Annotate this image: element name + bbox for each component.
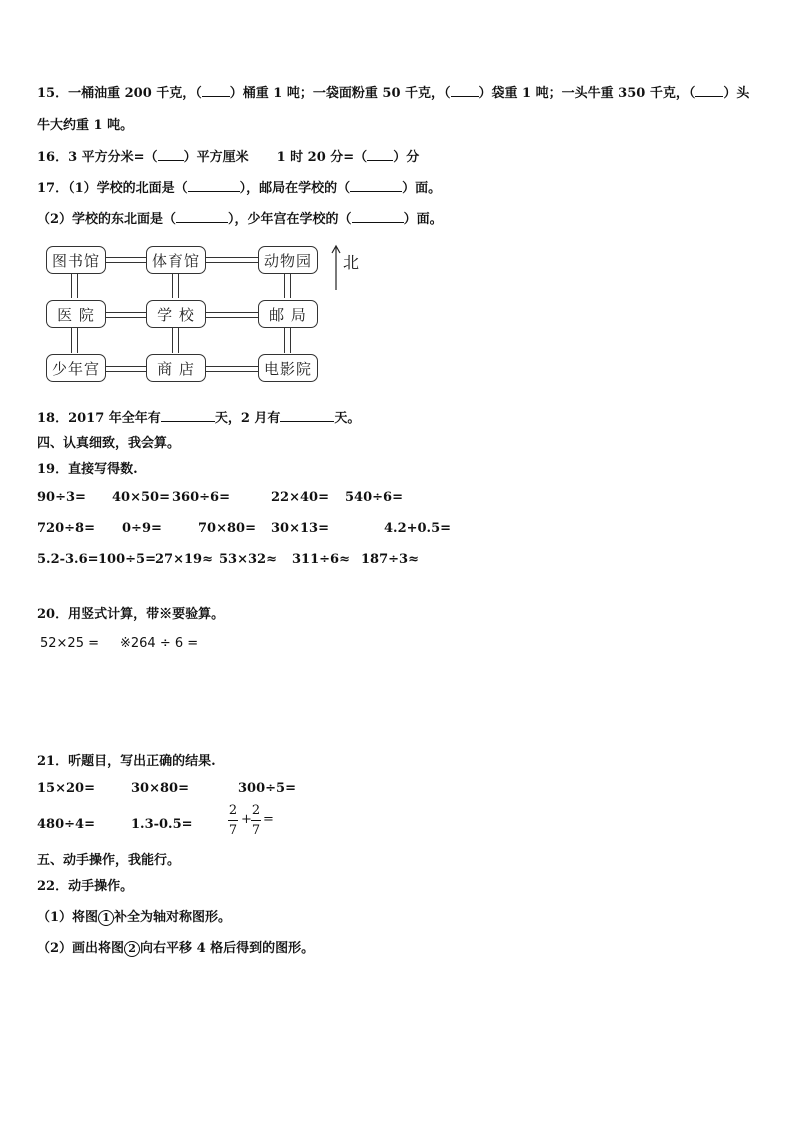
map-post-office: 邮 局	[258, 300, 318, 328]
q18-blank-2[interactable]	[280, 410, 334, 422]
calc-item: 100÷5=	[98, 552, 156, 567]
road	[284, 273, 291, 298]
calc-item: 300÷5=	[238, 781, 296, 796]
calc-item: 90÷3=	[37, 490, 86, 505]
question-19-title: 19．直接写得数.	[37, 462, 138, 477]
q16-text-a: 16．3 平方分米=（	[37, 150, 158, 165]
map-school: 学 校	[146, 300, 206, 328]
q17-blank-4[interactable]	[352, 211, 404, 223]
q20-expr-1: 52×25 =	[40, 636, 100, 651]
circled-number-1: 1	[98, 910, 114, 926]
section-4-heading: 四、认真细致，我会算。	[37, 436, 181, 451]
circled-number-2: 2	[124, 941, 140, 957]
calc-item: 311÷6≈	[292, 552, 350, 567]
q22-p1-text-b: 补全为轴对称图形。	[114, 910, 232, 925]
calc-item: 22×40=	[271, 490, 329, 505]
q15-blank-3[interactable]	[695, 85, 723, 97]
calc-item: 30×80=	[131, 781, 189, 796]
calc-item: 27×19≈	[155, 552, 213, 567]
q16-text-b: ）平方厘米	[183, 150, 249, 165]
q22-part-2	[37, 937, 314, 957]
question-22-title: 22．动手操作。	[37, 879, 134, 894]
calc-item: 360÷6=	[172, 490, 230, 505]
q22-part-1	[37, 906, 231, 926]
q18-blank-1[interactable]	[161, 410, 215, 422]
q15-text-b: ）桶重 1 吨；一袋面粉重 50 千克，（	[229, 86, 451, 101]
question-20-title: 20．用竖式计算，带※要验算。	[37, 607, 225, 622]
q17-p2-text-c: ）面。	[403, 212, 443, 227]
map-youth-palace: 少年宫	[46, 354, 106, 382]
plus-sign: +	[241, 812, 252, 827]
q18-text-a: 18．2017 年全年有	[37, 411, 161, 426]
fraction-numerator: 2	[228, 803, 238, 818]
q15-text-d: ）头	[723, 86, 750, 101]
q17-blank-1[interactable]	[188, 180, 240, 192]
calc-item: 70×80=	[198, 521, 256, 536]
calc-item: 187÷3≈	[361, 552, 419, 567]
road	[205, 312, 260, 318]
q17-p1-text-a: 17．（1）学校的北面是（	[37, 181, 188, 196]
north-label: 北	[343, 253, 360, 272]
q18-text-c: 天。	[334, 411, 361, 426]
fraction-denominator: 7	[251, 823, 261, 838]
calc-item: 53×32≈	[219, 552, 277, 567]
fraction-numerator: 2	[251, 803, 261, 818]
question-16	[37, 146, 419, 165]
q18-text-b: 天，2 月有	[214, 411, 281, 426]
map-hospital: 医 院	[46, 300, 106, 328]
calc-item: 540÷6=	[345, 490, 403, 505]
q15-text-a: 15．一桶油重 200 千克，（	[37, 86, 202, 101]
question-18	[37, 407, 360, 426]
calc-item: 1.3-0.5=	[131, 817, 193, 832]
q22-p2-text-b: 向右平移 4 格后得到的图形。	[140, 941, 315, 956]
fraction-denominator: 7	[228, 823, 238, 838]
q20-expr-2: ※264 ÷ 6 =	[120, 636, 199, 651]
map-library: 图书馆	[46, 246, 106, 274]
question-17-part-1	[37, 177, 441, 196]
question-17-part-2	[37, 208, 443, 227]
north-arrow-icon	[330, 244, 342, 292]
map-gym: 体育馆	[146, 246, 206, 274]
q17-p1-text-c: ）面。	[402, 181, 442, 196]
calc-item: 30×13=	[271, 521, 329, 536]
road	[105, 257, 147, 263]
q17-blank-3[interactable]	[176, 211, 228, 223]
road	[284, 327, 291, 353]
q16-text-d: ）分	[393, 150, 420, 165]
calc-item: 480÷4=	[37, 817, 95, 832]
question-15-line-1	[37, 82, 749, 101]
q17-p1-text-b: ），邮局在学校的（	[239, 181, 351, 196]
equals-sign: =	[263, 812, 274, 827]
calc-item: 40×50=	[112, 490, 170, 505]
q22-p1-text-a: （1）将图	[37, 910, 99, 925]
map-cinema: 电影院	[258, 354, 318, 382]
road	[205, 257, 260, 263]
q16-blank-2[interactable]	[367, 149, 393, 161]
question-15-line-2: 牛大约重 1 吨。	[37, 118, 134, 133]
q15-blank-1[interactable]	[202, 85, 230, 97]
section-5-heading: 五、动手操作，我能行。	[37, 853, 181, 868]
calc-item: 720÷8=	[37, 521, 95, 536]
q16-blank-1[interactable]	[158, 149, 184, 161]
q22-p2-text-a: （2）画出将图	[37, 941, 125, 956]
calc-item: 4.2+0.5=	[384, 521, 452, 536]
q16-text-c: 1 时 20 分=（	[276, 150, 368, 165]
q17-p2-text-b: ），少年宫在学校的（	[228, 212, 352, 227]
road	[71, 327, 78, 353]
road	[71, 273, 78, 298]
map-shop: 商 店	[146, 354, 206, 382]
road	[205, 366, 260, 372]
q15-text-c: ）袋重 1 吨；一头牛重 350 千克，（	[478, 86, 696, 101]
fraction-bar	[228, 820, 238, 821]
q17-blank-2[interactable]	[350, 180, 402, 192]
road	[172, 273, 179, 298]
fraction-bar	[251, 820, 261, 821]
calc-item: 15×20=	[37, 781, 95, 796]
road	[105, 312, 147, 318]
calc-item: 5.2-3.6=	[37, 552, 99, 567]
q15-blank-2[interactable]	[451, 85, 479, 97]
road	[105, 366, 147, 372]
calc-item: 0÷9=	[122, 521, 162, 536]
map-zoo: 动物园	[258, 246, 318, 274]
q17-p2-text-a: （2）学校的东北面是（	[37, 212, 177, 227]
road	[172, 327, 179, 353]
question-21-title: 21．听题目，写出正确的结果.	[37, 754, 216, 769]
